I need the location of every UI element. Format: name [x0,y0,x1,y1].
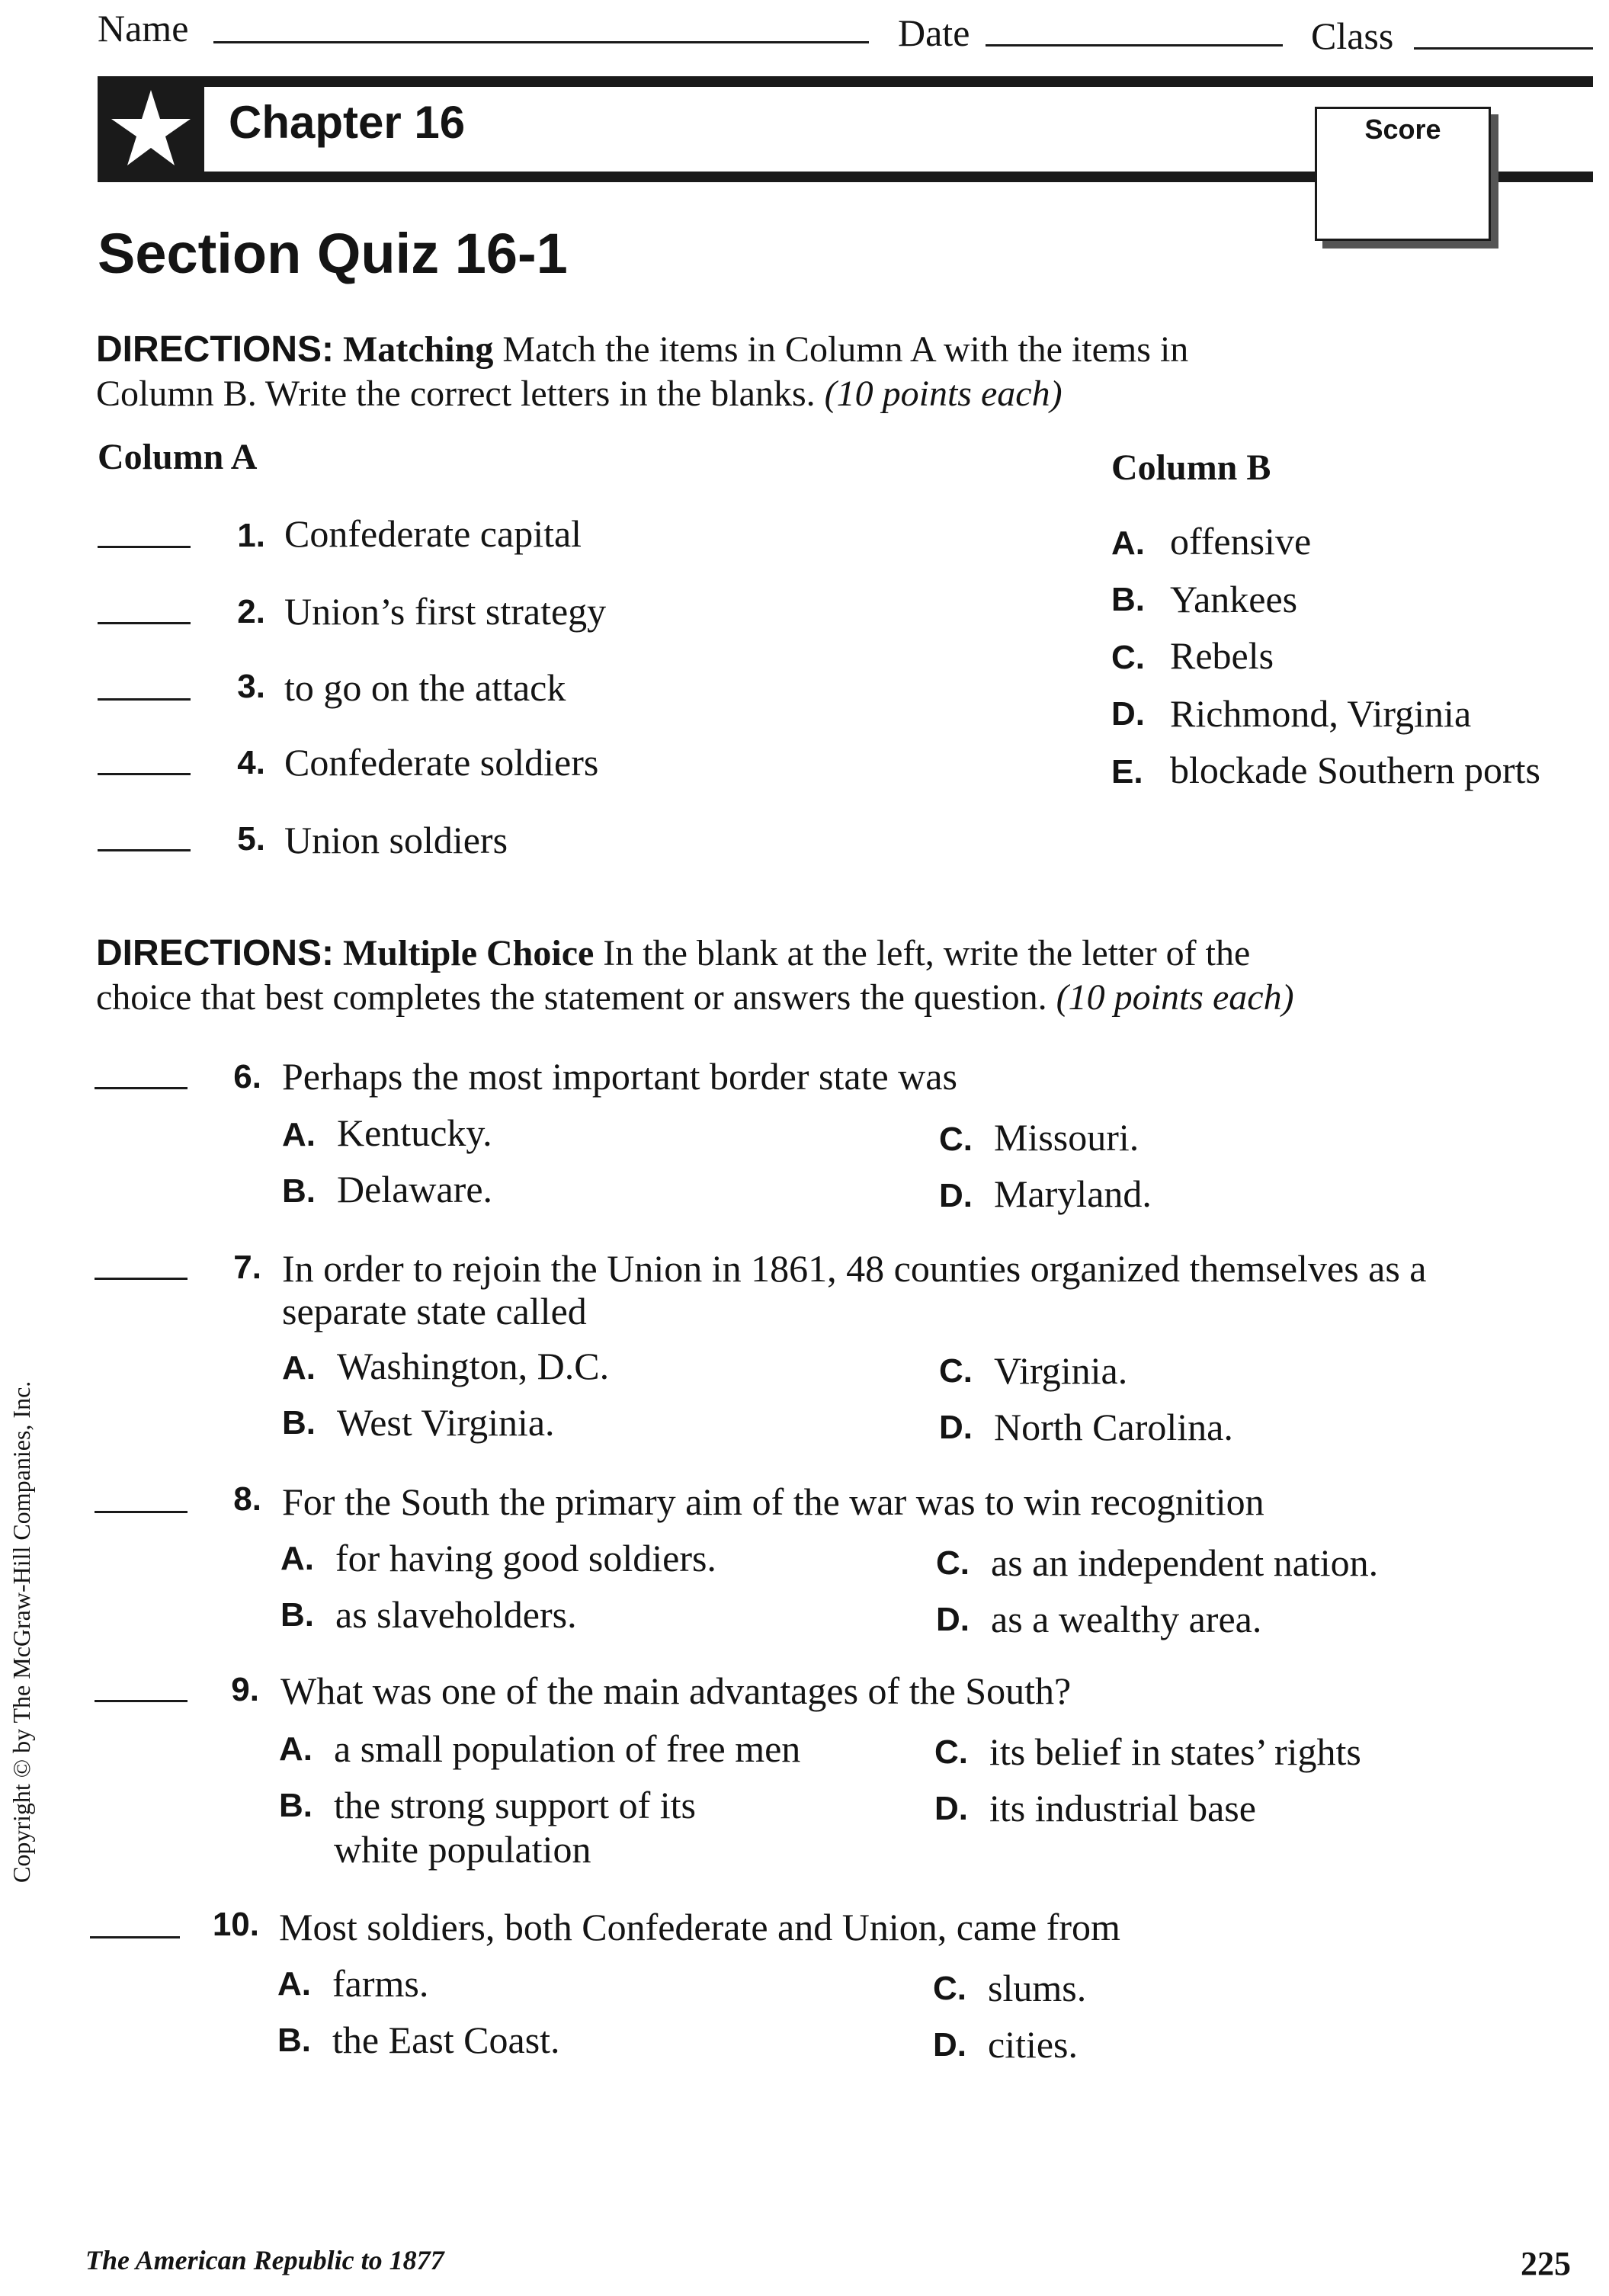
directions-type: Matching [343,329,494,370]
question-text: What was one of the main advantages of the South? [280,1669,1072,1712]
directions-text-line2: choice that best completes the statement or answers the question. [96,977,1047,1018]
footer-book-title: The American Republic to 1877 [85,2245,444,2275]
question-text-cont: separate state called [282,1290,587,1332]
copyright-notice: Copyright © by The McGraw-Hill Companies, Inc. [8,1380,35,1883]
question-number: 6. [233,1058,261,1095]
column-b-title: Column B [1111,447,1271,488]
answer-blank[interactable] [98,849,191,851]
column-b-letter: A. [1111,524,1145,562]
question-number: 1. [237,517,265,554]
question-number: 8. [233,1480,261,1518]
option-letter: D. [936,1601,970,1638]
question-number: 2. [237,593,265,630]
option-d[interactable]: Maryland. [994,1172,1152,1215]
option-c[interactable]: Missouri. [994,1116,1139,1159]
directions-label: DIRECTIONS: [96,933,334,973]
answer-blank[interactable] [90,1936,180,1938]
answer-blank[interactable] [98,622,191,624]
option-letter: B. [279,1787,313,1824]
directions-text-line1: Match the items in Column A with the items in [502,329,1189,370]
score-label: Score [1364,114,1441,145]
question-text: For the South the primary aim of the war was to win recognition [282,1480,1264,1523]
option-a[interactable]: farms. [332,1962,429,2005]
option-letter: D. [933,2026,966,2064]
option-b[interactable]: as slaveholders. [335,1593,577,1636]
option-c[interactable]: slums. [988,1967,1087,2009]
option-letter: A. [280,1540,314,1577]
score-box[interactable] [1315,107,1491,241]
question-text: Perhaps the most important border state was [282,1055,957,1098]
matching-directions [96,328,1544,416]
column-a-item: Confederate soldiers [284,741,599,784]
directions-label: DIRECTIONS: [96,329,334,370]
option-c[interactable]: Virginia. [994,1349,1128,1392]
answer-blank[interactable] [98,773,191,775]
option-letter: C. [936,1544,970,1582]
answer-blank[interactable] [95,1087,188,1089]
answer-blank[interactable] [95,1511,188,1513]
column-b-letter: C. [1111,639,1145,676]
option-letter: B. [277,2022,311,2059]
section-title: Section Quiz 16-1 [98,222,568,285]
question-number: 5. [237,820,265,858]
directions-text-line1: In the blank at the left, write the letter of the [603,933,1251,973]
option-letter: B. [282,1172,316,1210]
option-letter: A. [282,1349,316,1387]
option-d[interactable]: its industrial base [989,1787,1256,1829]
column-b-item: Yankees [1170,578,1298,620]
column-a-item: Union’s first strategy [284,590,607,633]
option-d[interactable]: North Carolina. [994,1406,1233,1448]
option-letter: B. [280,1596,314,1634]
question-number: 3. [237,668,265,705]
question-number: 9. [231,1671,259,1708]
question-number: 10. [212,1906,259,1943]
directions-type: Multiple Choice [343,933,595,973]
option-d[interactable]: as a wealthy area. [991,1598,1262,1640]
chapter-title: Chapter 16 [229,97,466,148]
column-a-item: Union soldiers [284,819,508,861]
option-letter: D. [939,1409,973,1446]
option-d[interactable]: cities. [988,2023,1079,2066]
date-field[interactable] [986,44,1283,46]
option-letter: D. [934,1790,968,1827]
name-field[interactable] [213,41,869,43]
answer-blank[interactable] [95,1278,188,1280]
option-a[interactable]: Kentucky. [337,1111,492,1154]
directions-text-line2: Column B. Write the correct letters in the blanks. [96,374,816,414]
option-letter: D. [939,1177,973,1214]
option-b-cont[interactable]: white population [334,1828,591,1871]
option-letter: A. [277,1965,311,2003]
column-a-title: Column A [98,437,258,477]
column-b-item: Rebels [1170,634,1274,677]
directions-points: (10 points each) [1056,977,1294,1018]
option-c[interactable]: its belief in states’ rights [989,1730,1361,1773]
page-number: 225 [1521,2245,1571,2282]
star-icon [98,76,204,182]
question-number: 7. [233,1249,261,1286]
class-field[interactable] [1414,47,1593,50]
option-a[interactable]: a small population of free men [334,1727,801,1770]
option-c[interactable]: as an independent nation. [991,1541,1379,1584]
option-letter: C. [933,1970,966,2007]
directions-points: (10 points each) [824,374,1063,414]
option-a[interactable]: for having good soldiers. [335,1537,716,1579]
answer-blank[interactable] [98,546,191,548]
question-text: In order to rejoin the Union in 1861, 48 counties organized themselves as a [282,1247,1427,1290]
name-label: Name [98,7,189,50]
answer-blank[interactable] [98,698,191,701]
question-text: Most soldiers, both Confederate and Union, came from [279,1906,1120,1948]
answer-blank[interactable] [95,1700,188,1702]
column-a-item: Confederate capital [284,512,582,555]
question-number: 4. [237,744,265,781]
option-letter: B. [282,1404,316,1441]
column-a-item: to go on the attack [284,666,566,709]
option-b[interactable]: Delaware. [337,1168,493,1211]
column-b-item: Richmond, Virginia [1170,692,1472,735]
option-a[interactable]: Washington, D.C. [337,1345,610,1387]
option-b[interactable]: the East Coast. [332,2019,560,2061]
column-b-item: offensive [1170,520,1312,563]
option-letter: C. [939,1352,973,1390]
option-letter: C. [934,1733,968,1771]
class-label: Class [1311,14,1394,57]
column-b-letter: E. [1111,753,1143,790]
option-b[interactable]: West Virginia. [337,1401,555,1444]
option-letter: A. [282,1116,316,1153]
option-b[interactable]: the strong support of its [334,1784,696,1826]
column-b-letter: D. [1111,695,1145,733]
banner-top-bar [98,76,1593,87]
option-letter: A. [279,1730,313,1768]
date-label: Date [898,11,970,54]
column-b-item: blockade Southern ports [1170,749,1541,791]
column-b-letter: B. [1111,581,1145,618]
multiple-choice-directions [96,932,1544,1020]
option-letter: C. [939,1121,973,1158]
